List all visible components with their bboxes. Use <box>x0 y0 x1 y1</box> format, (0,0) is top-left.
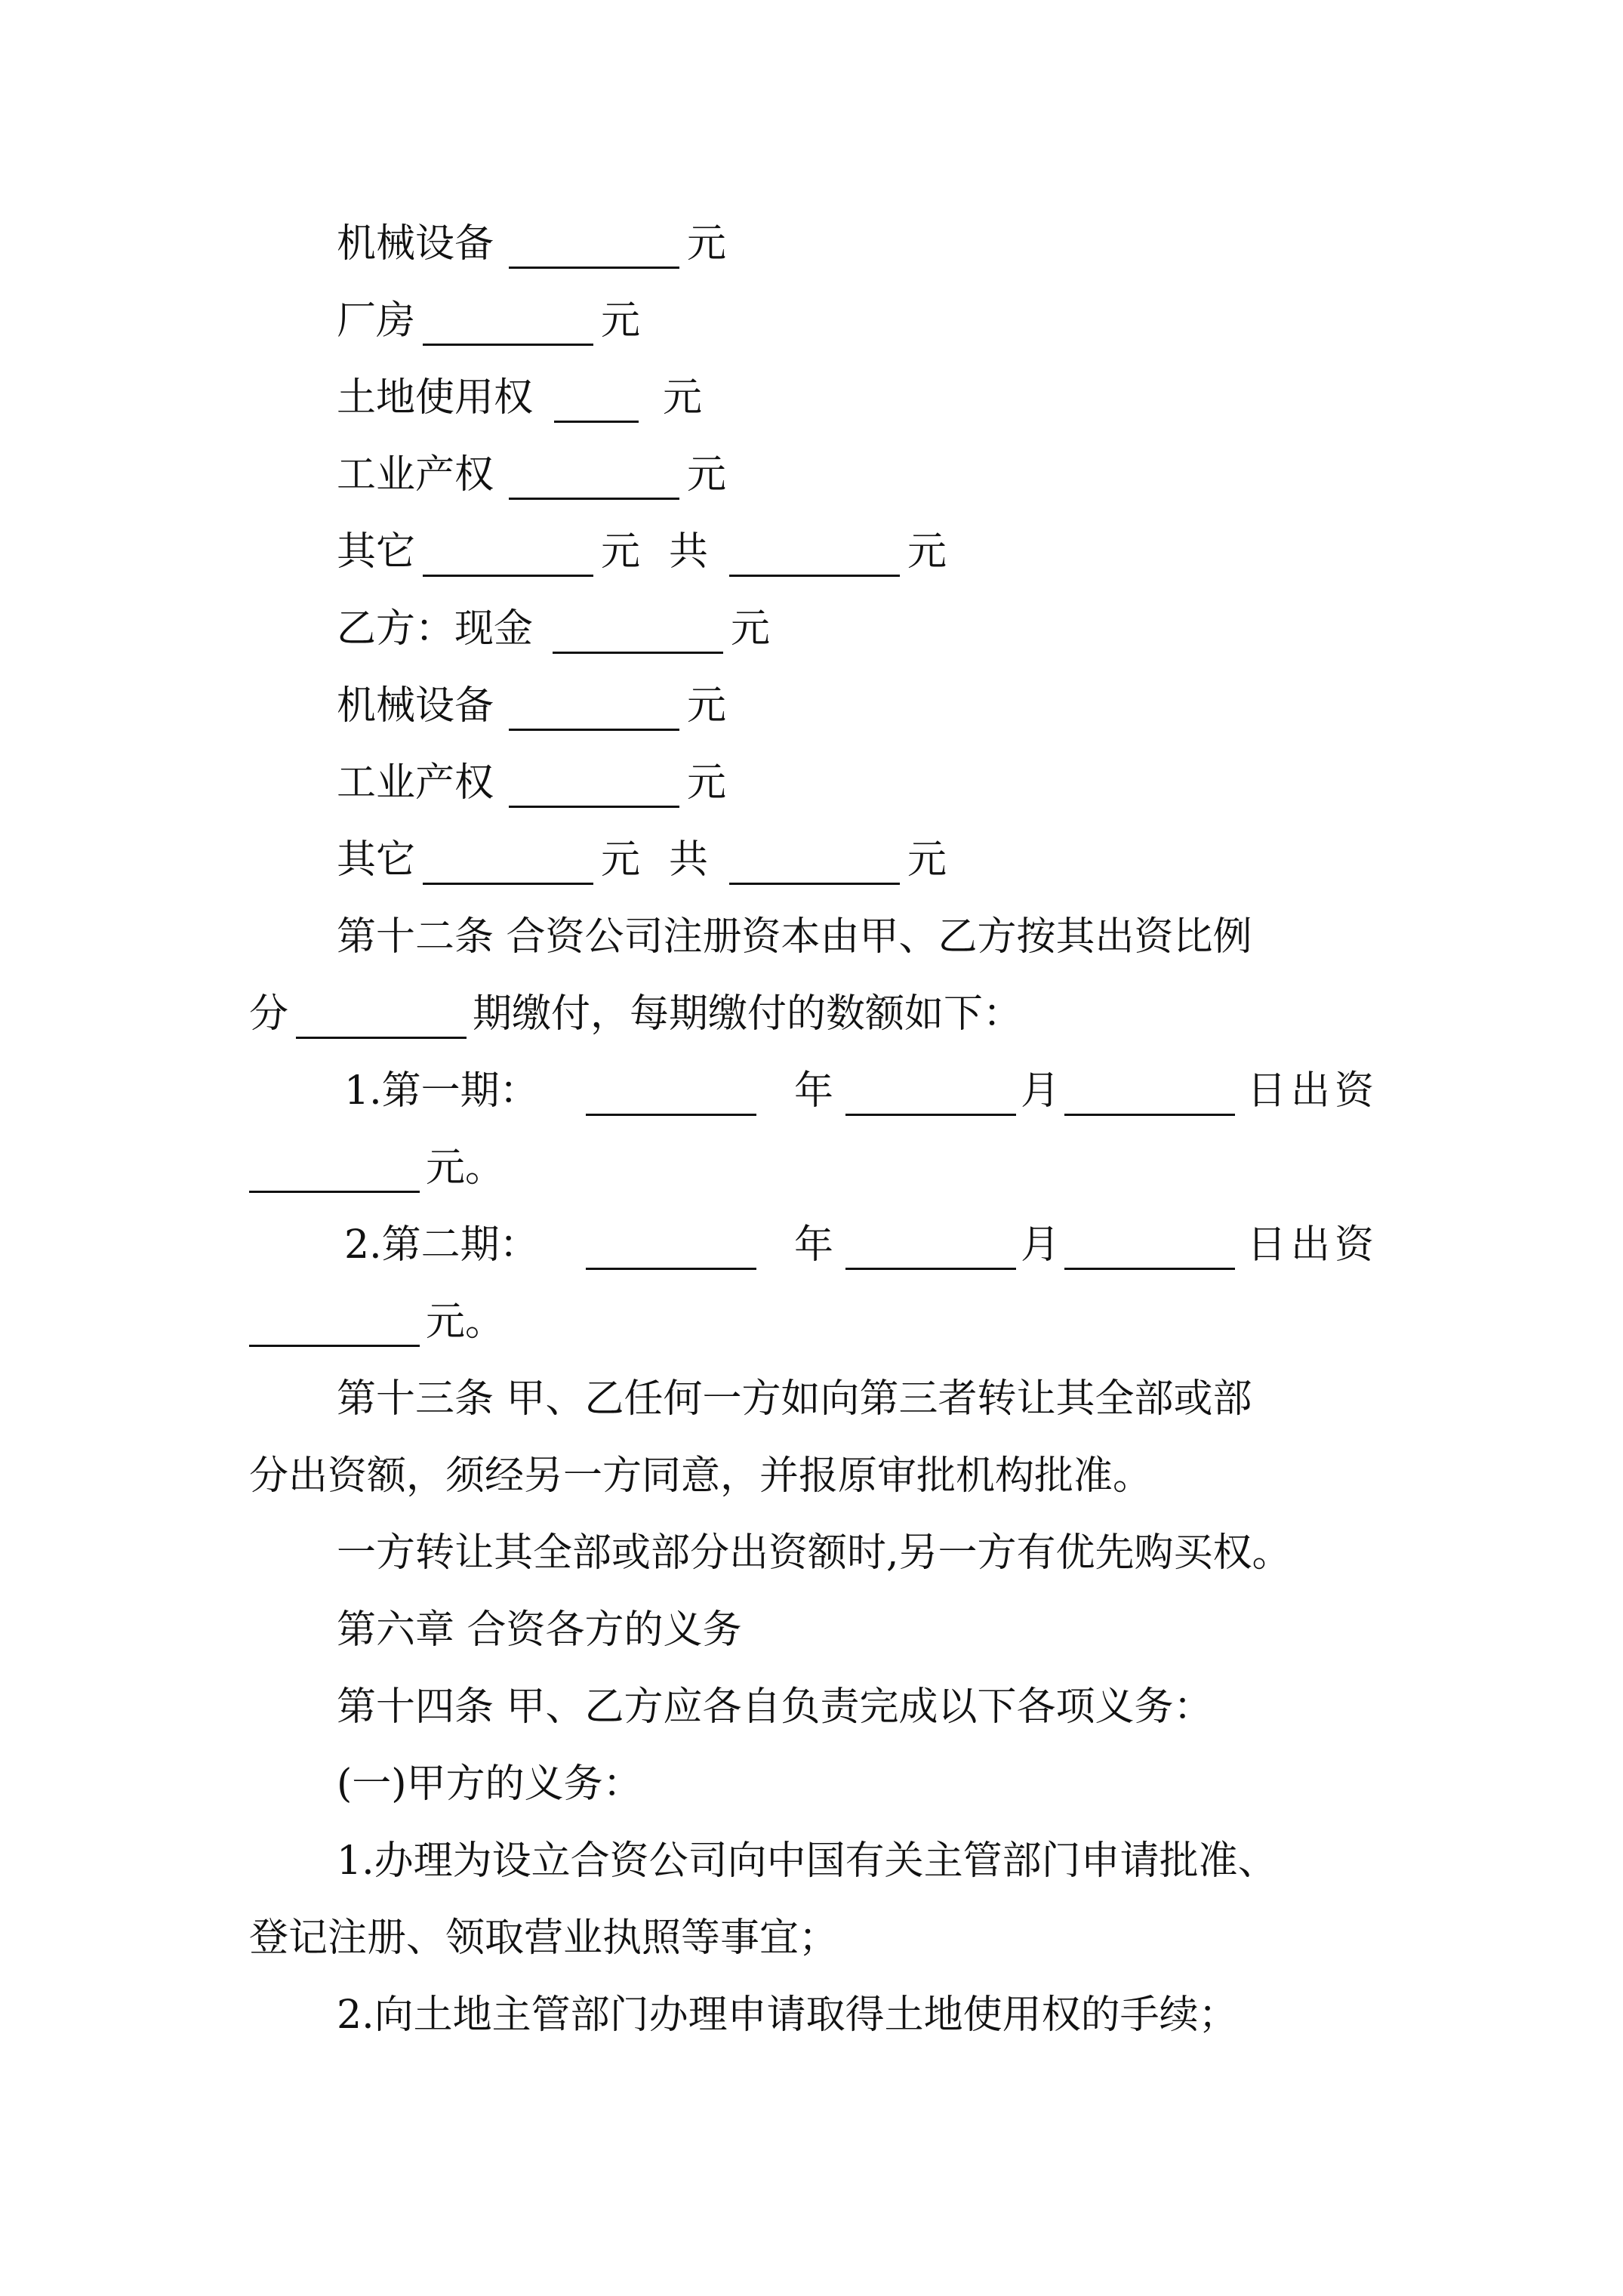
b-machinery-unit: 元 <box>687 683 727 729</box>
b-ip-unit: 元 <box>687 760 727 806</box>
period1-amount-blank <box>249 1191 420 1193</box>
period1-label: 1.第一期： <box>344 1068 539 1114</box>
b-other-blank <box>423 883 593 885</box>
period2-year: 年 <box>794 1222 834 1268</box>
art12-line2-post: 期缴付，每期缴付的数额如下： <box>473 991 1023 1037</box>
a-machinery-unit: 元 <box>687 221 727 267</box>
a-plant-label: 厂房 <box>337 298 416 344</box>
period1-day: 日出资 <box>1247 1068 1379 1114</box>
period2-pre-blank <box>586 1268 756 1270</box>
period2-day: 日出资 <box>1247 1222 1379 1268</box>
a-land-unit: 元 <box>663 375 703 421</box>
period1-month-blank <box>1064 1114 1235 1116</box>
period2-month-blank <box>1064 1268 1235 1270</box>
b-total-blank <box>729 883 900 885</box>
a-machinery-label: 机械设备 <box>337 221 494 267</box>
b-ip-label: 工业产权 <box>337 760 494 806</box>
period1-year-blank <box>845 1114 1016 1116</box>
b-cash-label: 乙方：现金 <box>337 606 534 652</box>
art14-item2: 2.向土地主管部门办理申请取得土地使用权的手续； <box>337 1992 1238 2038</box>
a-other-unit: 元 <box>601 529 641 575</box>
a-machinery-blank <box>509 267 679 269</box>
art12-line2-pre: 分 <box>249 991 289 1037</box>
b-cash-unit: 元 <box>731 606 771 652</box>
b-cash-blank <box>553 652 723 654</box>
a-plant-unit: 元 <box>601 298 641 344</box>
a-land-blank <box>554 421 639 423</box>
b-other-unit: 元 <box>601 837 641 883</box>
art12-periods-blank <box>296 1037 467 1039</box>
a-total-blank <box>729 575 900 577</box>
period2-unit: 元。 <box>426 1299 505 1345</box>
period1-month: 月 <box>1021 1068 1061 1114</box>
a-plant-blank <box>423 344 593 346</box>
a-other-label: 其它 <box>337 529 416 575</box>
art12-line1: 第十二条 合资公司注册资本由甲、乙方按其出资比例 <box>337 914 1252 960</box>
art14-party-a: (一)甲方的义务： <box>337 1761 642 1807</box>
art13-line1: 第十三条 甲、乙任何一方如向第三者转让其全部或部 <box>337 1376 1252 1422</box>
art13-line3: 一方转让其全部或部分出资额时,另一方有优先购买权。 <box>337 1530 1292 1576</box>
period2-year-blank <box>845 1268 1016 1270</box>
b-machinery-label: 机械设备 <box>337 683 494 729</box>
a-ip-label: 工业产权 <box>337 452 494 498</box>
period1-pre-blank <box>586 1114 756 1116</box>
period1-unit: 元。 <box>426 1145 505 1191</box>
a-ip-unit: 元 <box>687 452 727 498</box>
a-other-blank <box>423 575 593 577</box>
art14-item1-line1: 1.办理为设立合资公司向中国有关主管部门申请批准、 <box>337 1838 1277 1884</box>
a-land-label: 土地使用权 <box>337 375 534 421</box>
chapter6-heading: 第六章 合资各方的义务 <box>337 1607 742 1653</box>
period2-label: 2.第二期： <box>344 1222 539 1268</box>
b-total-unit: 元 <box>907 837 947 883</box>
art13-line2: 分出资额，须经另一方同意，并报原审批机构批准。 <box>249 1453 1153 1499</box>
a-ip-blank <box>509 498 679 500</box>
b-total-label: 共 <box>669 837 709 883</box>
period2-amount-blank <box>249 1345 420 1347</box>
period1-year: 年 <box>794 1068 834 1114</box>
b-ip-blank <box>509 806 679 808</box>
art14-line1: 第十四条 甲、乙方应各自负责完成以下各项义务： <box>337 1684 1213 1730</box>
a-total-label: 共 <box>669 529 709 575</box>
period2-month: 月 <box>1021 1222 1061 1268</box>
a-total-unit: 元 <box>907 529 947 575</box>
art14-item1-line2: 登记注册、领取营业执照等事宜； <box>249 1915 839 1961</box>
b-other-label: 其它 <box>337 837 416 883</box>
b-machinery-blank <box>509 729 679 731</box>
